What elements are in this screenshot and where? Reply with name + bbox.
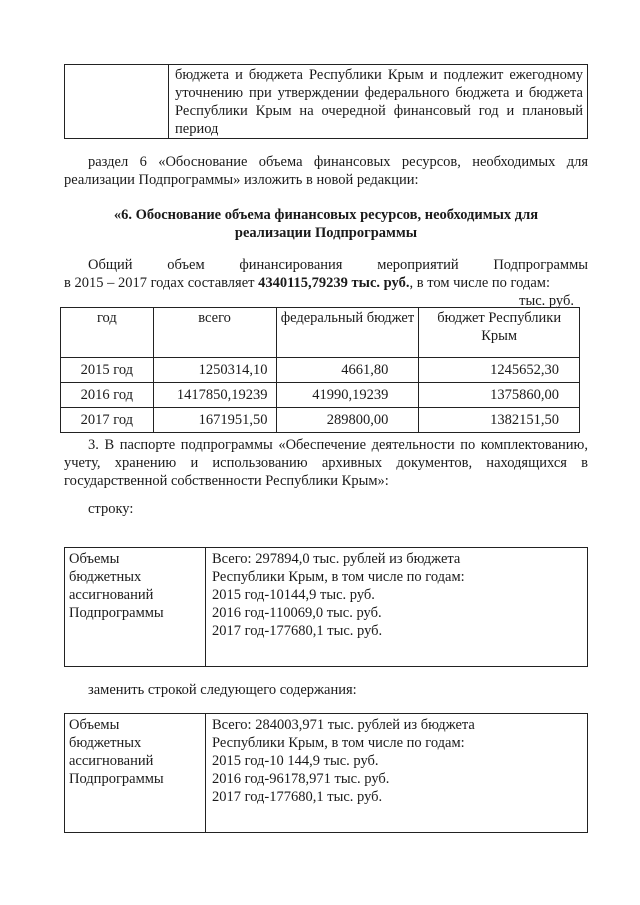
value-line: 2017 год-177680,1 тыс. руб. [212,789,383,805]
row-crimea: 1375860,00 [419,383,580,408]
table-row [61,408,580,433]
row-year: 2015 год [61,358,154,383]
total-amount: 4340115,79239 тыс. руб. [258,275,410,291]
old-allocations-label-cell [65,548,206,667]
header-year: год [61,308,154,358]
label-line: Подпрограммы [69,605,164,621]
total-word-5: Подпрограммы [493,257,588,273]
label-line: бюджетных [69,569,142,585]
heading-line-1: «6. Обоснование объема финансовых ресурсов, необходимых для [113,207,539,223]
units-label: тыс. руб. [519,293,574,309]
old-allocations-table [64,547,588,667]
old-allocations-value-cell [206,548,588,667]
header-crimea: бюджет Республики Крым [419,308,580,358]
row-crimea: 1382151,50 [419,408,580,433]
passport-amendment-paragraph: 3. В паспорте подпрограммы «Обеспечение деятельности по комплектованию, учету, хранению и использованию архивных документов, находящихся в государственной собственности Республики Крым»: [64,437,588,489]
value-line: 2015 год-10144,9 тыс. руб. [212,587,375,603]
label-line: ассигнований [69,753,154,769]
value-line: 2017 год-177680,1 тыс. руб. [212,623,383,639]
row-label-text: строку: [88,501,134,517]
header-total: всего [153,308,276,358]
value-line: 2016 год-96178,971 тыс. руб. [212,771,390,787]
total-funding-line-1 [88,256,588,274]
row-year: 2016 год [61,383,154,408]
total-word-4: мероприятий [377,257,459,273]
table-row [61,383,580,408]
new-allocations-value-cell [206,714,588,833]
row-federal: 4661,80 [276,358,419,383]
financing-table-header [61,308,580,358]
label-line: бюджетных [69,735,142,751]
total-word-3: финансирования [239,257,343,273]
row-total: 1250314,10 [153,358,276,383]
row-year: 2017 год [61,408,154,433]
new-allocations-label-cell [65,714,206,833]
total-word-1: Общий [88,257,133,273]
row-federal: 41990,19239 [276,383,419,408]
section-heading [64,206,588,242]
replace-instruction: заменить строкой следующего содержания: [88,682,357,698]
value-line: Республики Крым, в том числе по годам: [212,569,465,585]
table-row [61,358,580,383]
top-table-right-cell: бюджета и бюджета Республики Крым и подлежит ежегодному уточнению при утверждении федерального бюджета и бюджета Республики Крым на очередной финансовый год и плановый период [169,65,588,139]
row-crimea: 1245652,30 [419,358,580,383]
top-continuation-table [64,64,588,139]
header-federal: федеральный бюджет [276,308,419,358]
heading-line-2: реализации Подпрограммы [234,225,418,241]
financing-table [60,307,580,433]
row-federal: 289800,00 [276,408,419,433]
row-total: 1417850,19239 [153,383,276,408]
label-line: Объемы [69,551,120,567]
total-funding-line-2 [64,274,588,292]
label-line: ассигнований [69,587,154,603]
value-line: Всего: 297894,0 тыс. рублей из бюджета [212,551,461,567]
value-line: Всего: 284003,971 тыс. рублей из бюджета [212,717,475,733]
label-line: Подпрограммы [69,771,164,787]
total-word-2: объем [167,257,205,273]
value-line: 2016 год-110069,0 тыс. руб. [212,605,382,621]
total-prefix: в 2015 – 2017 годах составляет [64,275,255,291]
new-allocations-table [64,713,588,833]
total-suffix: , в том числе по годам: [409,275,550,291]
top-table-left-cell [65,65,169,139]
row-total: 1671951,50 [153,408,276,433]
value-line: Республики Крым, в том числе по годам: [212,735,465,751]
section-six-instruction: раздел 6 «Обоснование объема финансовых ресурсов, необходимых для реализации Подпрограммы» изложить в новой редакции: [64,154,588,188]
label-line: Объемы [69,717,120,733]
value-line: 2015 год-10 144,9 тыс. руб. [212,753,379,769]
